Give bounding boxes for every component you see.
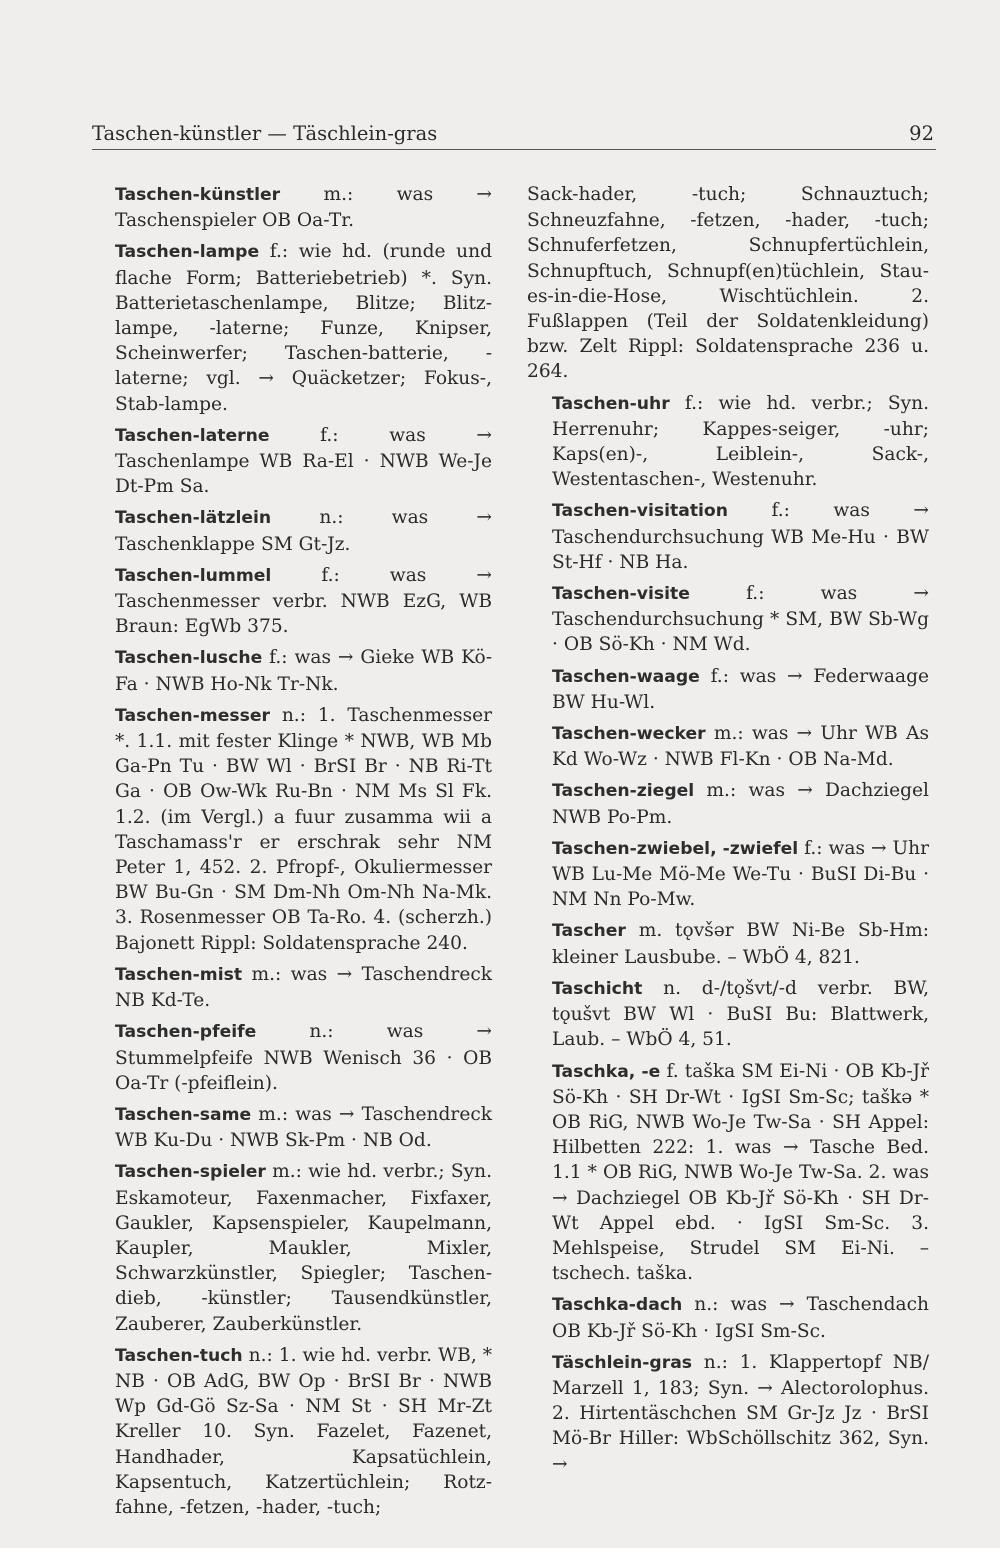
entry-text: f.: was → Taschendurchsuchung * SM, BW Sb-Wg · OB Sö-Kh · NM Wd. <box>552 583 929 656</box>
headword: Taschen-visite <box>552 584 690 605</box>
headword: Taschen-lusche <box>115 648 263 669</box>
entry-text: f.: was → Federwaage BW Hu-Wl. <box>552 665 929 713</box>
headword: Taschen-messer <box>115 705 270 726</box>
header-title: Taschen-künstler — Täschlein-gras <box>92 122 438 145</box>
headword: Täschlein-gras <box>552 1352 693 1373</box>
entry-text: m.: wie hd. verbr.; Syn. Eskamoteur, Faxenmacher, Fixfaxer, Gaukler, Kapsenspieler, Kaupelmann, Kaupler, Maukler, Mixler, Schwarzkünstler, Spiegler; Taschen-dieb, -künstler; Tausendkünstler, Zauberer, Zauberkünstler. <box>115 1161 492 1335</box>
entry-text: f.: wie hd. verbr.; Syn. Herrenuhr; Kappes-seiger, -uhr; Kaps(en)-, Leiblein-, Sack-, Westentaschen-, Westenuhr. <box>552 392 929 491</box>
headword: Taschen-lummel <box>115 565 272 586</box>
headword: Taschka, -e <box>552 1061 661 1082</box>
entry-text: f. taška SM Ei-Ni · OB Kb-Jř Sö-Kh · SH Dr-Wt · IgSI Sm-Sc; taškə * OB RiG, NWB Wo-Je Tw-Sa · SH Appel: Hilbetten 222: 1. was → Tasche Bed. 1.1 * OB RiG, NWB Wo-Je Tw-Sa. 2. was → Dachziegel OB Kb-Jř Sö-Kh · SH Dr-Wt Appel ebd. · IgSI Sm-Sc. 3. Mehlspeise, Strudel SM Ei-Ni. – tschech. taška. <box>552 1060 929 1285</box>
dictionary-entry <box>90 423 492 500</box>
running-header <box>92 118 936 150</box>
dictionary-entry <box>90 563 492 640</box>
entry-text: f.: was → Taschenlampe WB Ra-El · NWB We-Je Dt-Pm Sa. <box>115 424 492 498</box>
headword: Taschen-laterne <box>115 425 270 446</box>
headword: Taschen-wecker <box>552 724 706 745</box>
entry-text: n.: was → Taschendach OB Kb-Jř Sö-Kh · IgSI Sm-Sc. <box>552 1294 929 1342</box>
entry-text: n.: was → Taschenklappe SM Gt-Jz. <box>115 507 492 555</box>
dictionary-entry <box>90 1159 492 1336</box>
entry-text: m.: was → Taschendreck WB Ku-Du · NWB Sk-Pm · NB Od. <box>115 1103 492 1152</box>
headword: Taschicht <box>552 978 643 999</box>
entry-text: f.: was → Uhr WB Lu-Me Mö-Me We-Tu · BuSI Di-Bu · NM Nn Po-Mw. <box>552 837 929 911</box>
dictionary-entry-continuation <box>527 182 929 385</box>
headword: Taschen-zwiebel, -zwiefel <box>552 838 799 859</box>
entry-text: m.: was → Uhr WB As Kd Wo-Wz · NWB Fl-Kn · OB Na-Md. <box>552 723 929 771</box>
headword: Taschen-same <box>115 1104 252 1125</box>
dictionary-entry <box>90 645 492 696</box>
dictionary-entry <box>90 1019 492 1096</box>
headword: Taschka-dach <box>552 1295 683 1316</box>
headword: Taschen-pfeife <box>115 1022 257 1043</box>
headword: Taschen-lätzlein <box>115 508 272 529</box>
dictionary-entry <box>90 1343 492 1520</box>
dictionary-entry <box>527 391 929 493</box>
dictionary-entry <box>527 1059 929 1287</box>
entry-text: n.: 1. wie hd. verbr. WB, * NB · OB AdG, BW Op · BrSI Br · NWB Wp Gd-Gö Sz-Sa · NM St · SH Mr-Zt Kreller 10. Syn. Fazelet, Fazenet, Handhader, Kapsatüchlein, Kapsentuch, Katzertüchlein; Rotz-fahne, -fetzen, -hader, -tuch; <box>115 1344 492 1518</box>
headword: Taschen-uhr <box>552 393 670 414</box>
entry-text: m.: was → Dachziegel NWB Po-Pm. <box>552 780 929 828</box>
entry-text: f.: was → Gieke WB Kö-Fa · NWB Ho-Nk Tr-Nk. <box>115 647 492 695</box>
entry-text: n.: 1. Klappertopf NB/ Marzell 1, 183; Syn. → Alectorolophus. 2. Hirtentäschchen SM Gr-Jz Jz · BrSI Mö-Br Hiller: WbSchöllschitz 362, Syn. → <box>552 1351 929 1475</box>
headword: Taschen-spieler <box>115 1162 266 1183</box>
headword: Taschen-künstler <box>115 185 281 205</box>
dictionary-entry <box>90 182 492 233</box>
dictionary-entry <box>90 239 492 416</box>
dictionary-entry <box>527 721 929 772</box>
entry-text: n.: was → Stummelpfeife NWB Wenisch 36 · OB Oa-Tr (-pfeiflein). <box>115 1021 492 1094</box>
dictionary-entry <box>90 1102 492 1153</box>
entry-text: f.: was → Taschendurchsuchung WB Me-Hu · BW St-Hf · NB Ha. <box>552 500 929 573</box>
dictionary-entry <box>527 1292 929 1343</box>
left-column <box>90 182 492 1520</box>
headword: Taschen-mist <box>115 964 243 985</box>
headword: Taschen-tuch <box>115 1345 243 1366</box>
headword: Taschen-visitation <box>552 501 728 522</box>
entry-text: f.: was → Taschenmesser verbr. NWB EzG, WB Braun: EgWb 375. <box>115 564 492 638</box>
entry-text: m.: was → Taschendreck NB Kd-Te. <box>115 963 492 1012</box>
entry-text: n. d-/tǫšvt/-d verbr. BW, tǫušvt BW Wl · BuSI Bu: Blattwerk, Laub. – WbÖ 4, 51. <box>552 977 929 1051</box>
headword: Taschen-ziegel <box>552 781 695 802</box>
right-column <box>527 182 929 1477</box>
dictionary-entry <box>527 664 929 715</box>
entry-text: f.: wie hd. (runde und flache Form; Batteriebetrieb) *. Syn. Batterietaschenlampe, Blitze; Blitz-lampe, -laterne; Funze, Knipser, Scheinwerfer; Taschen-batterie, -laterne; vgl. → Quäcketzer; Fokus-, Stab-lampe. <box>115 241 492 415</box>
dictionary-entry <box>527 498 929 575</box>
dictionary-entry <box>527 581 929 658</box>
dictionary-entry <box>90 505 492 556</box>
headword: Tascher <box>552 921 626 942</box>
dictionary-entry <box>527 976 929 1053</box>
page-number: 92 <box>909 122 934 145</box>
headword: Taschen-lampe <box>115 242 260 263</box>
dictionary-entry <box>90 703 492 956</box>
headword: Taschen-waage <box>552 666 700 687</box>
entry-text: m.: was → Taschenspieler OB Oa-Tr. <box>115 184 492 232</box>
entry-text: Sack-hader, -tuch; Schnauztuch; Schneuzfahne, -fetzen, -hader, -tuch; Schnuferfetzen, Schnupfertüchlein, Schnupftuch, Schnupf(en)tüchlein, Stau-es-in-die-Hose, Wischtüchlein. 2. Fußlappen (Teil der Soldatenkleidung) bzw. Zelt Rippl: Soldatensprache 236 u. 264. <box>527 184 929 383</box>
dictionary-entry <box>90 962 492 1013</box>
dictionary-entry <box>527 836 929 913</box>
entry-text: m. tǫvšər BW Ni-Be Sb-Hm: kleiner Lausbube. – WbÖ 4, 821. <box>552 920 929 968</box>
dictionary-entry <box>527 918 929 969</box>
header-rule <box>92 149 936 150</box>
dictionary-entry <box>527 1350 929 1477</box>
dictionary-entry <box>527 778 929 829</box>
entry-text: n.: 1. Taschenmesser *. 1.1. mit fester Klinge * NWB, WB Mb Ga-Pn Tu · BW Wl · BrSI Br · NB Ri-Tt Ga · OB Ow-Wk Ru-Bn · NM Ms Sl Fk. 1.2. (im Vergl.) a fuur zusamma wii a Taschamass'r er erschrak sehr NM Peter 1, 452. 2. Pfropf-, Okuliermesser BW Bu-Gn · SM Dm-Nh Om-Nh Na-Mk. 3. Rosenmesser OB Ta-Ro. 4. (scherzh.) Bajonett Rippl: Soldatensprache 240. <box>115 704 492 954</box>
